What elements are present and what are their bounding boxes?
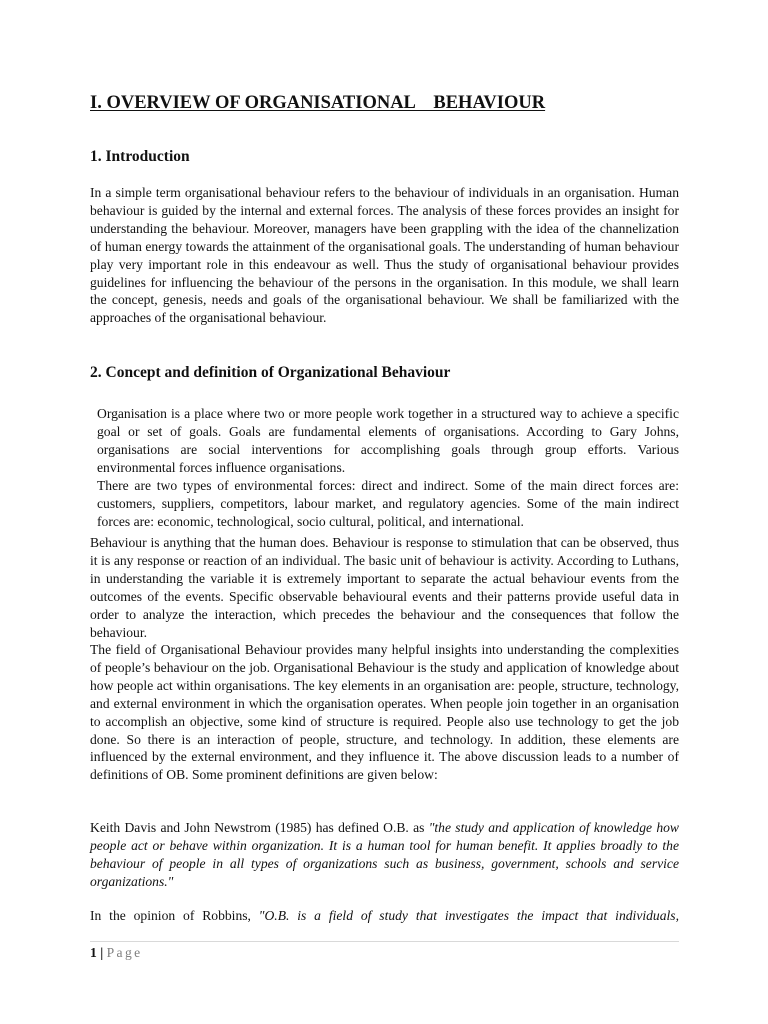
page-label: Page [106,945,143,960]
behaviour-paragraph: Behaviour is anything that the human does. Behaviour is response to stimulation that can be observed, thus it is any response or reaction of an individual. The basic unit of behaviour is activity. According to Luthans, in understanding the variable it is extremely important to separate the actual behaviour events from the outcomes of the events. Specific observable behavioural events and their patterns provide useful data in order to analyze the interaction, which precedes the behaviour and the consequences that follow the behaviour. [90,535,679,640]
field-of-ob-paragraph: The field of Organisational Behaviour provides many helpful insights into understanding the complexities of people’s behaviour on the job. Organisational Behaviour is the study and application of knowledge about how people act within organisations. The key elements in an organisation are: people, structure, technology, and external environment in which the organisation operates. When people join together in an organisation to accomplish an objective, some kind of structure is required. People also use technology to get the job done. So there is an interaction of people, structure, and technology. In addition, these elements are influenced by the external environment, and they influence it. The above discussion leads to a number of definitions of OB. Some prominent definitions are given below: [90,642,679,783]
environmental-forces-paragraph: There are two types of environmental forces: direct and indirect. Some of the main direct forces are: customers, suppliers, competitors, labour market, and regulatory agencies. Some of the main indirect forces are: economic, technological, socio cultural, political, and international. [97,478,679,529]
intro-paragraph: In a simple term organisational behaviour refers to the behaviour of individuals in an organisation. Human behaviour is guided by the internal and external forces. The analysis of these forces provides an insight for understanding the behaviour. Moreover, managers have been grappling with the idea of the channelization of human energy towards the attainment of the organisational goals. The understanding of human behaviour play very important role in this endeavour as well. Thus the study of organisational behaviour provides guidelines for influencing the behaviour of the persons in the organisation. In this module, we shall learn the concept, genesis, needs and goals of the organisational behaviour. We shall be familiarized with the approaches of the organisational behaviour. [90,185,679,326]
robbins-definition [90,907,679,925]
page-number: 1 [90,945,97,960]
footer-divider [90,941,679,942]
organisation-paragraph: Organisation is a place where two or more people work together in a structured way to achieve a specific goal or set of goals. Goals are fundamental elements of organisations. According to Gary Johns, organisations are social interventions for accomplishing goals through group efforts. Various environmental forces influence organisations. [97,406,679,475]
section-heading-introduction: 1. Introduction [90,148,190,165]
robbins-quote: "O.B. is a field of study that investigates the impact that individuals, [258,908,679,923]
davis-newstrom-lead: Keith Davis and John Newstrom (1985) has defined O.B. as [90,820,429,835]
section-heading-concept: 2. Concept and definition of Organizational Behaviour [90,364,451,381]
davis-newstrom-definition [90,819,679,891]
document-title: I. OVERVIEW OF ORGANISATIONAL BEHAVIOUR [90,93,546,113]
robbins-lead: In the opinion of Robbins, [90,908,259,923]
davis-newstrom-quote: "the study and application of knowledge how people act or behave within organization. It is a human tool for human benefit. It applies broadly to the behaviour of people in all types of organizations such as business, government, schools and service organizations." [90,820,679,889]
footer-separator: | [96,945,107,960]
page-footer [90,944,143,961]
